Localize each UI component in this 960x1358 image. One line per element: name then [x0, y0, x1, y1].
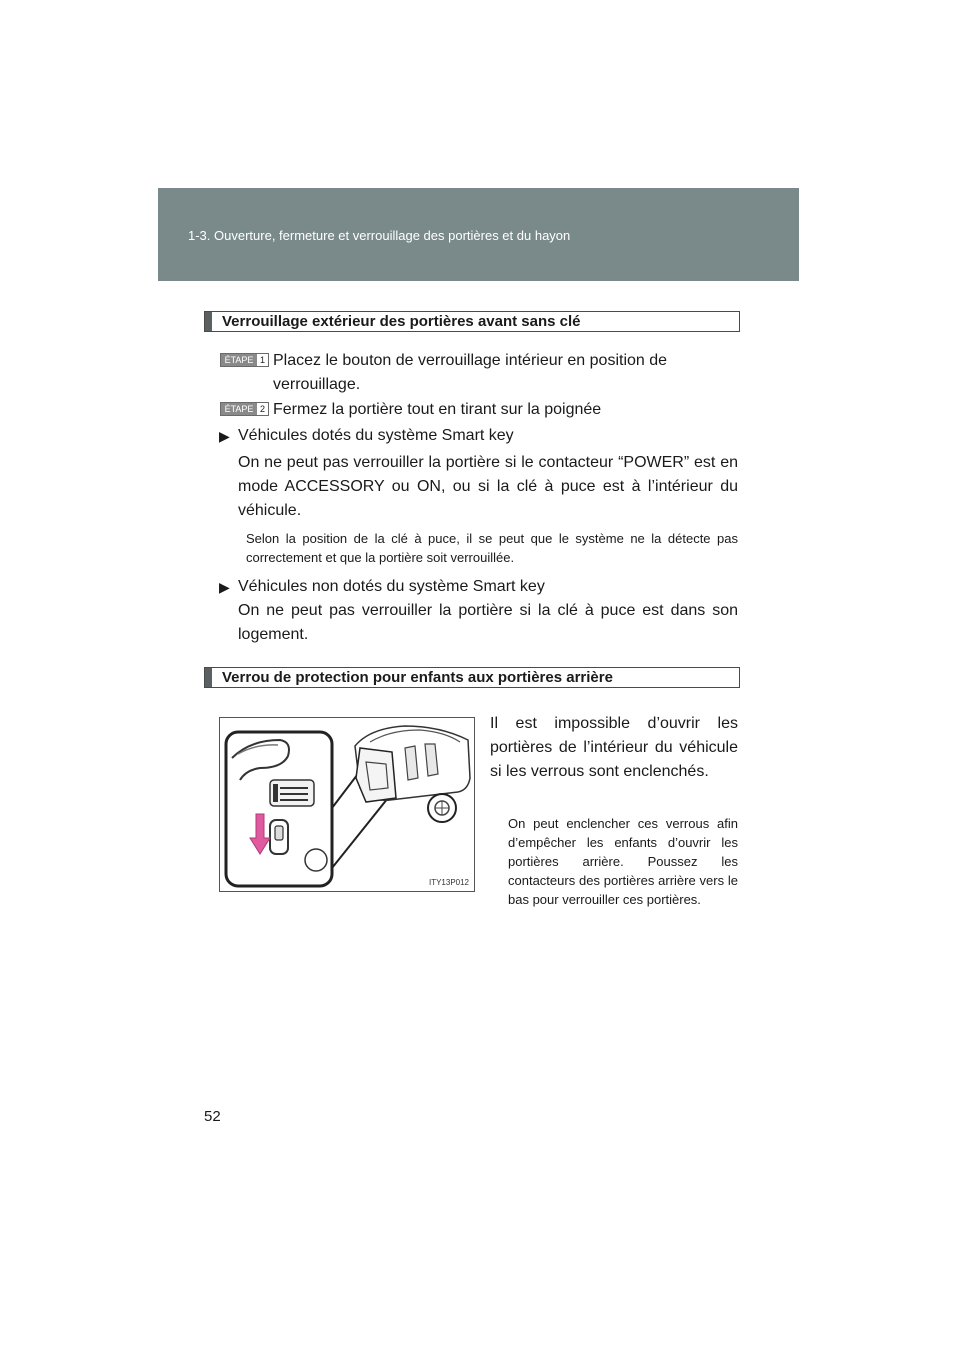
step-text-line1: Fermez la portière tout en tirant sur la poignée — [273, 401, 602, 418]
chapter-title: 1-3. Ouverture, fermeture et verrouillage des portières et du hayon — [188, 228, 571, 243]
bullet-no-smart-key-body: On ne peut pas verrouiller la portière si la clé à puce est dans son logement. — [238, 602, 738, 643]
step-text-line1: Placez le bouton de verrouillage intérieur en position de — [273, 352, 668, 369]
bullet-title: Véhicules dotés du système Smart key — [238, 427, 514, 444]
step-text-line2: verrouillage. — [273, 376, 361, 393]
triangle-bullet-icon: ▶ — [219, 428, 230, 444]
section-title-exterior-lock — [204, 311, 740, 332]
step-badge-number: 1 — [257, 354, 268, 366]
section-title-bar — [205, 312, 212, 331]
step-badge — [220, 402, 269, 416]
section-title-text: Verrou de protection pour enfants aux portières arrière — [222, 669, 613, 686]
child-lock-illustration — [219, 717, 475, 892]
step-badge-label: ÉTAPE — [221, 403, 257, 415]
bullet-smart-key-note: Selon la position de la clé à puce, il se peut que le système ne la détecte pas correctement et que la portière soit verrouillée. — [246, 531, 738, 565]
door-child-lock-drawing — [220, 718, 474, 891]
section-title-text: Verrouillage extérieur des portières avant sans clé — [222, 313, 581, 330]
step-badge-label: ÉTAPE — [221, 354, 257, 366]
figure-code: ITY13P012 — [428, 878, 469, 887]
child-lock-note: On peut enclencher ces verrous afin d’empêcher les enfants d’ouvrir les portières arrière. Poussez les contacteurs des portières arrière vers le bas pour verrouiller ces portières. — [508, 816, 738, 907]
child-lock-body: Il est impossible d’ouvrir les portières de l’intérieur du véhicule si les verrous sont enclenchés. — [490, 715, 738, 780]
section-title-child-lock — [204, 667, 740, 688]
page-number: 52 — [204, 1108, 221, 1125]
step-badge-number: 2 — [257, 403, 268, 415]
step-badge — [220, 353, 269, 367]
triangle-bullet-icon: ▶ — [219, 579, 230, 595]
bullet-title: Véhicules non dotés du système Smart key — [238, 578, 545, 595]
chapter-header — [158, 188, 799, 281]
bullet-smart-key-body: On ne peut pas verrouiller la portière si le contacteur “POWER” est en mode ACCESSORY ou ON, ou si la clé à puce est à l’intérieur du véhicule. — [238, 454, 738, 519]
section-title-bar — [205, 668, 212, 687]
